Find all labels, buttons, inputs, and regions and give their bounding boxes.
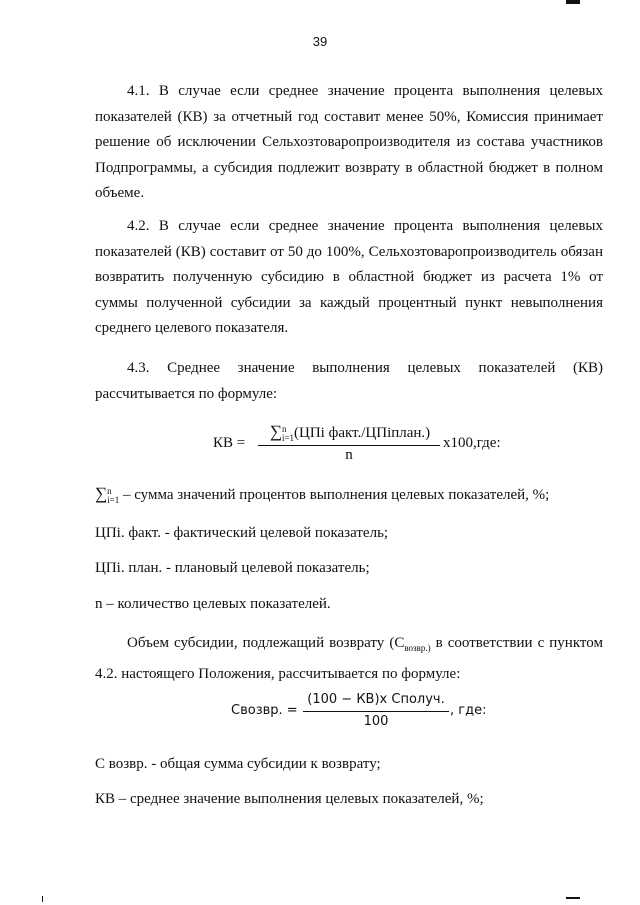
formula-kv-rhs: х100,где: — [443, 435, 501, 451]
formula-kv-sum-sub: i=1 — [281, 432, 295, 443]
paragraph-subsidy — [95, 631, 603, 687]
definition-sum — [95, 484, 549, 505]
definition-c-return: С возвр. - общая сумма субсидии к возврату; — [95, 756, 381, 772]
sum-symbol-icon: ∑ — [269, 422, 282, 441]
paragraph-subsidy-a: Объем субсидии, подлежащий возврату (С — [127, 635, 405, 651]
formula-kv — [213, 422, 533, 472]
definition-sum-sub: i=1 — [107, 494, 120, 505]
formula-kv-lhs: КВ = — [213, 435, 246, 451]
paragraph-4-2: 4.2. В случае если среднее значение процента выполнения целевых показателей (КВ) составит от 50 до 100%, Сельхозтоваропроизводитель обязан возвратить полученную субсидию в областной бюджет из расчета 1% от суммы полученной субсидии за каждый процентный пункт невыполнения среднего целевого показателя. — [95, 218, 603, 336]
scan-mark-bottom-left — [42, 896, 43, 902]
scan-mark-bottom-right — [566, 897, 580, 899]
scan-mark-top-right — [566, 0, 580, 4]
formula-kv-numerator — [260, 422, 440, 443]
definition-sum-sup: n — [107, 485, 112, 496]
formula-sv-fraction-bar — [303, 711, 449, 712]
sum-symbol-icon: ∑ — [95, 484, 108, 503]
formula-sv-rhs: , где: — [450, 703, 487, 718]
paragraph-subsidy-b: в соответствии с пунктом 4.2. настоящего Положения, рассчитывается по формуле: — [95, 635, 603, 682]
formula-kv-denominator: n — [345, 447, 353, 463]
formula-kv-numerator-text: (ЦПi факт./ЦПiплан.) — [294, 425, 431, 441]
formula-sv-denominator: 100 — [363, 714, 389, 729]
definition-fact: ЦПi. факт. - фактический целевой показатель; — [95, 525, 389, 541]
formula-sv-numerator: (100 − КВ)х Сполуч. — [307, 692, 445, 707]
formula-sv-lhs: Свозвр. = — [231, 703, 298, 718]
page-number: 39 — [312, 34, 328, 49]
definition-kv: КВ – среднее значение выполнения целевых показателей, %; — [95, 791, 484, 807]
formula-kv-sum-sup: n — [281, 423, 287, 434]
definition-plan: ЦПi. план. - плановый целевой показатель; — [95, 560, 370, 576]
formula-subsidy-return — [231, 692, 511, 736]
definition-sum-text: – сумма значений процентов выполнения целевых показателей, %; — [122, 487, 550, 503]
paragraph-subsidy-sub: возвр.) — [404, 643, 431, 653]
paragraph-4-1: 4.1. В случае если среднее значение процента выполнения целевых показателей (КВ) за отчетный год составит менее 50%, Комиссия принимает решение об исключении Сельхозтоваропроизводителя из состава участников Подпрограммы, а субсидия подлежит возврату в областной бюджет в полном объеме. — [95, 83, 603, 201]
definition-n: n – количество целевых показателей. — [95, 596, 331, 612]
paragraph-4-3: 4.3. Среднее значение выполнения целевых показателей (КВ) рассчитывается по формуле: — [95, 360, 603, 402]
formula-kv-fraction-bar — [258, 445, 440, 446]
